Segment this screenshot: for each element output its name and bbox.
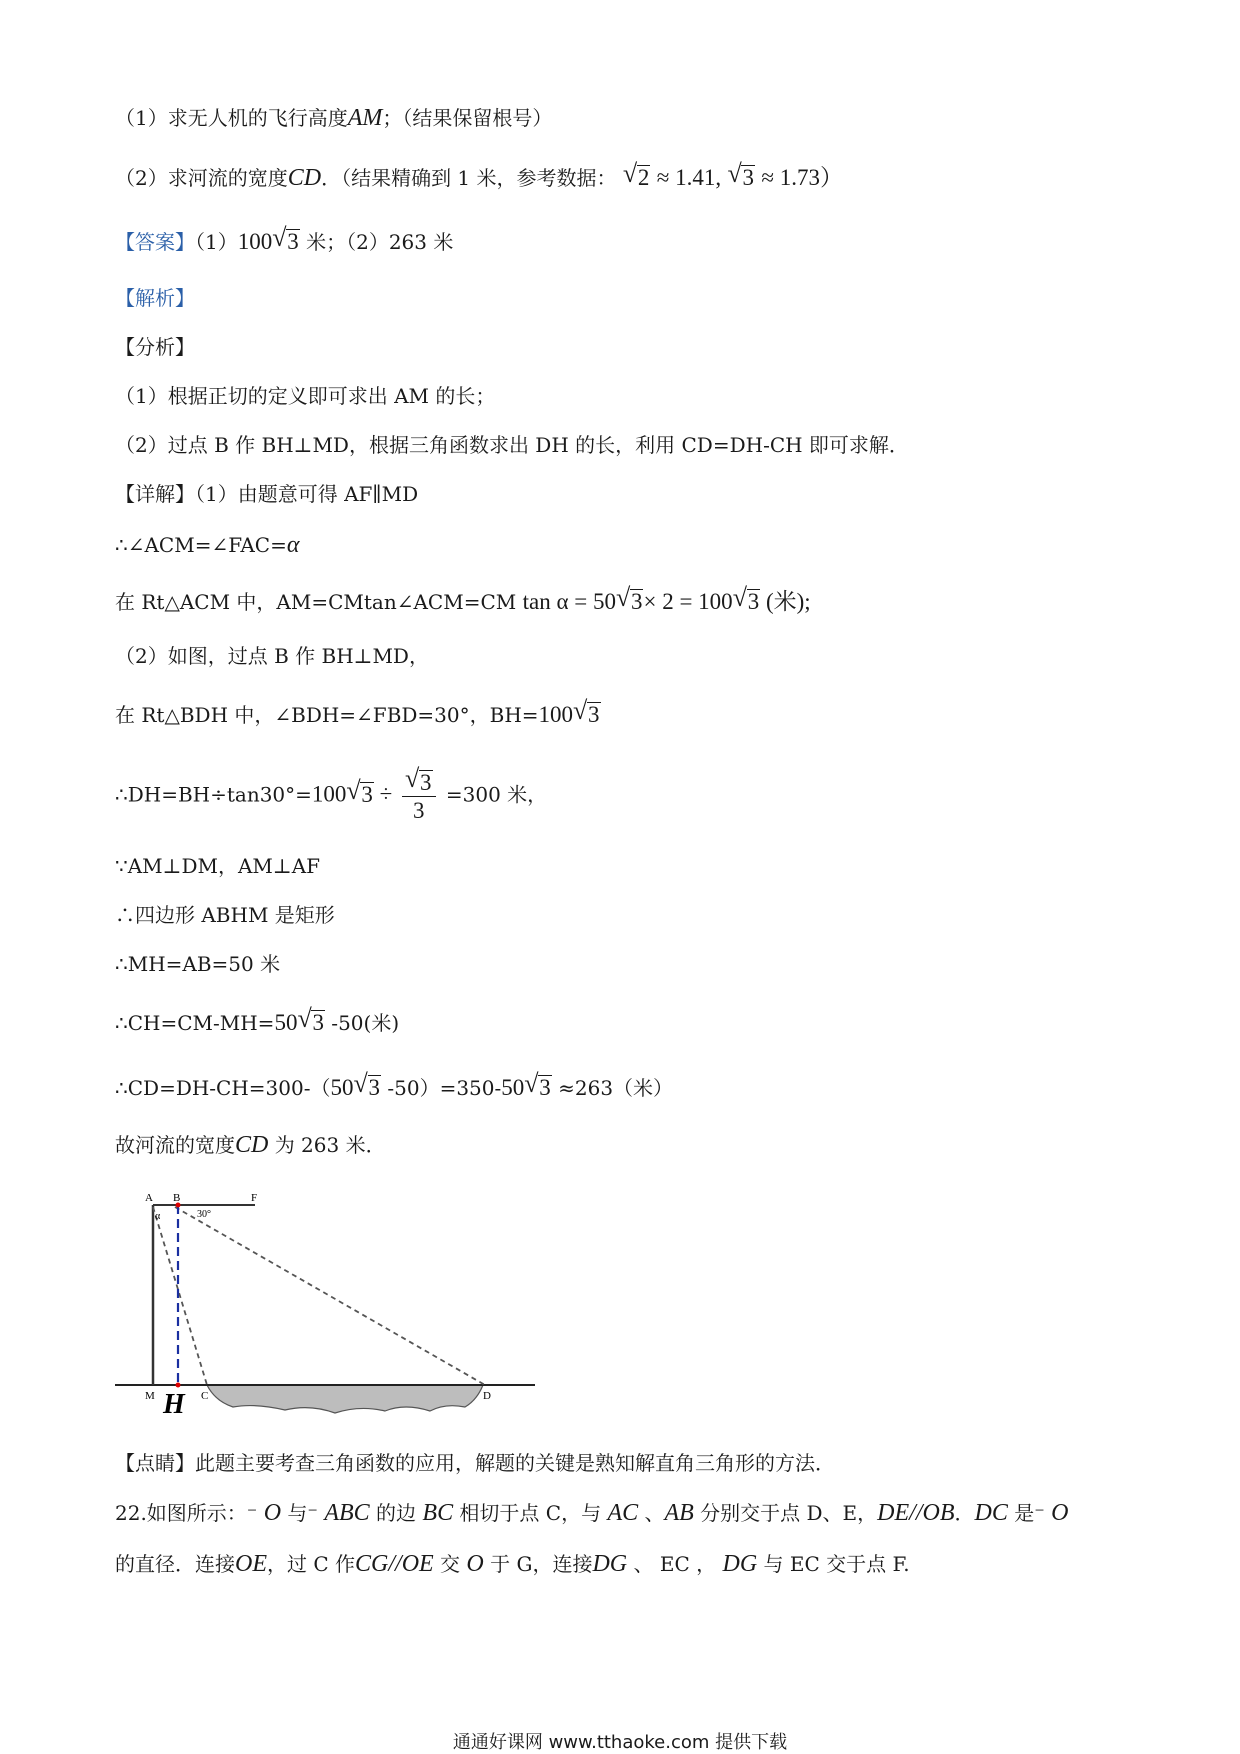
answer-line — [115, 223, 454, 254]
answer-num: 100 — [237, 229, 273, 254]
detail-2: ∴∠ACM=∠FAC=α — [115, 532, 300, 558]
detail-perp: ∵AM⊥DM，AM⊥AF — [115, 854, 321, 878]
point-h-mark — [176, 1383, 181, 1388]
conclusion: 故河流的宽度CD 为 263 米． — [115, 1132, 386, 1158]
alpha-symbol: α — [286, 532, 300, 558]
answer-part1: （1） — [195, 230, 238, 254]
jiexi-label: 【解析】 — [115, 286, 195, 310]
answer-label: 【答案】 — [115, 230, 195, 254]
fenxi-2: （2）过点 B 作 BH⊥MD，根据三角函数求出 DH 的长，利用 CD=DH-CH 即可求解． — [115, 433, 909, 457]
detail-ch: ∴CH=CM-MH=50 √ 3 -50(米) — [115, 1004, 400, 1035]
q1-text: （1）求无人机的飞行高度 — [115, 106, 348, 130]
label-f: F — [251, 1192, 258, 1204]
fenxi-1: （1）根据正切的定义即可求出 AM 的长； — [115, 384, 496, 408]
answer-part2: 米；（2）263 米 — [299, 230, 454, 254]
problem-22-line2: 的直径．连接OE，过 C 作CG//OE 交 O 于 G，连接DG 、 EC ， DG 与 EC 交于点 F. — [115, 1551, 910, 1577]
q1-tail: ；（结果保留根号） — [382, 106, 553, 130]
detail-rect: ∴四边形 ABHM 是矩形 — [115, 903, 335, 927]
answer-sqrt: √ 3 — [272, 223, 299, 254]
river-diagram — [115, 1175, 535, 1415]
segment-ac — [153, 1207, 207, 1385]
detail-dh: ∴DH=BH÷tan30°=100 √ 3 ÷ √ 3 3 =300 米， — [115, 764, 548, 823]
sqrt-2: √ 2 — [622, 159, 650, 190]
q2-math: CD — [287, 165, 322, 191]
dianjing: 【点睛】此题主要考查三角函数的应用，解题的关键是熟知解直角三角形的方法． — [115, 1451, 835, 1475]
question-2 — [115, 159, 843, 191]
label-a: A — [145, 1192, 153, 1204]
page-footer: 通通好课网 www.tthaoke.com 提供下载 — [452, 1732, 788, 1753]
q2-tail: ．（结果精确到 1 米，参考数据： — [321, 166, 617, 190]
fenxi-label: 【分析】 — [115, 335, 195, 359]
q2-text: （2）求河流的宽度 — [115, 166, 288, 190]
ref-value-1: ≈ 1.41, — [656, 165, 722, 190]
label-h: H — [163, 1389, 185, 1415]
detail-cd: ∴CD=DH-CH=300-（50 √ 3 -50）=350-50 √ 3 ≈263（米） — [115, 1069, 674, 1100]
label-d: D — [483, 1390, 491, 1402]
fraction: √ 3 3 — [402, 770, 436, 822]
detail-1: 【详解】（1）由题意可得 AF∥MD — [115, 482, 419, 506]
detail-3: 在 Rt△ACM 中，AM=CMtan∠ACM=CM tan α = 50 √ 3× 2 = 100 √ 3 (米); — [115, 583, 811, 614]
label-b: B — [173, 1192, 181, 1204]
segment-bd — [175, 1207, 485, 1385]
ref-value-2: ≈ 1.73） — [761, 165, 843, 190]
label-c: C — [201, 1390, 209, 1402]
label-alpha: α — [155, 1211, 161, 1222]
river-water — [207, 1385, 483, 1413]
detail-bdh: 在 Rt△BDH 中，∠BDH=∠FBD=30°，BH=100 √ 3 — [115, 696, 600, 727]
sqrt-3: √ 3 — [727, 159, 754, 190]
label-30: 30° — [197, 1209, 211, 1220]
label-m: M — [145, 1390, 155, 1402]
detail-mh: ∴MH=AB=50 米 — [115, 952, 281, 976]
problem-22-line1: 22.如图所示：⁻ O 与⁻ ABC 的边 BC 相切于点 C，与 AC 、AB 分别交于点 D、E，DE//OB．DC 是⁻ O — [115, 1500, 1069, 1526]
q1-math: AM — [347, 105, 383, 131]
question-1 — [115, 106, 552, 130]
part2-intro: （2）如图，过点 B 作 BH⊥MD， — [115, 644, 429, 668]
